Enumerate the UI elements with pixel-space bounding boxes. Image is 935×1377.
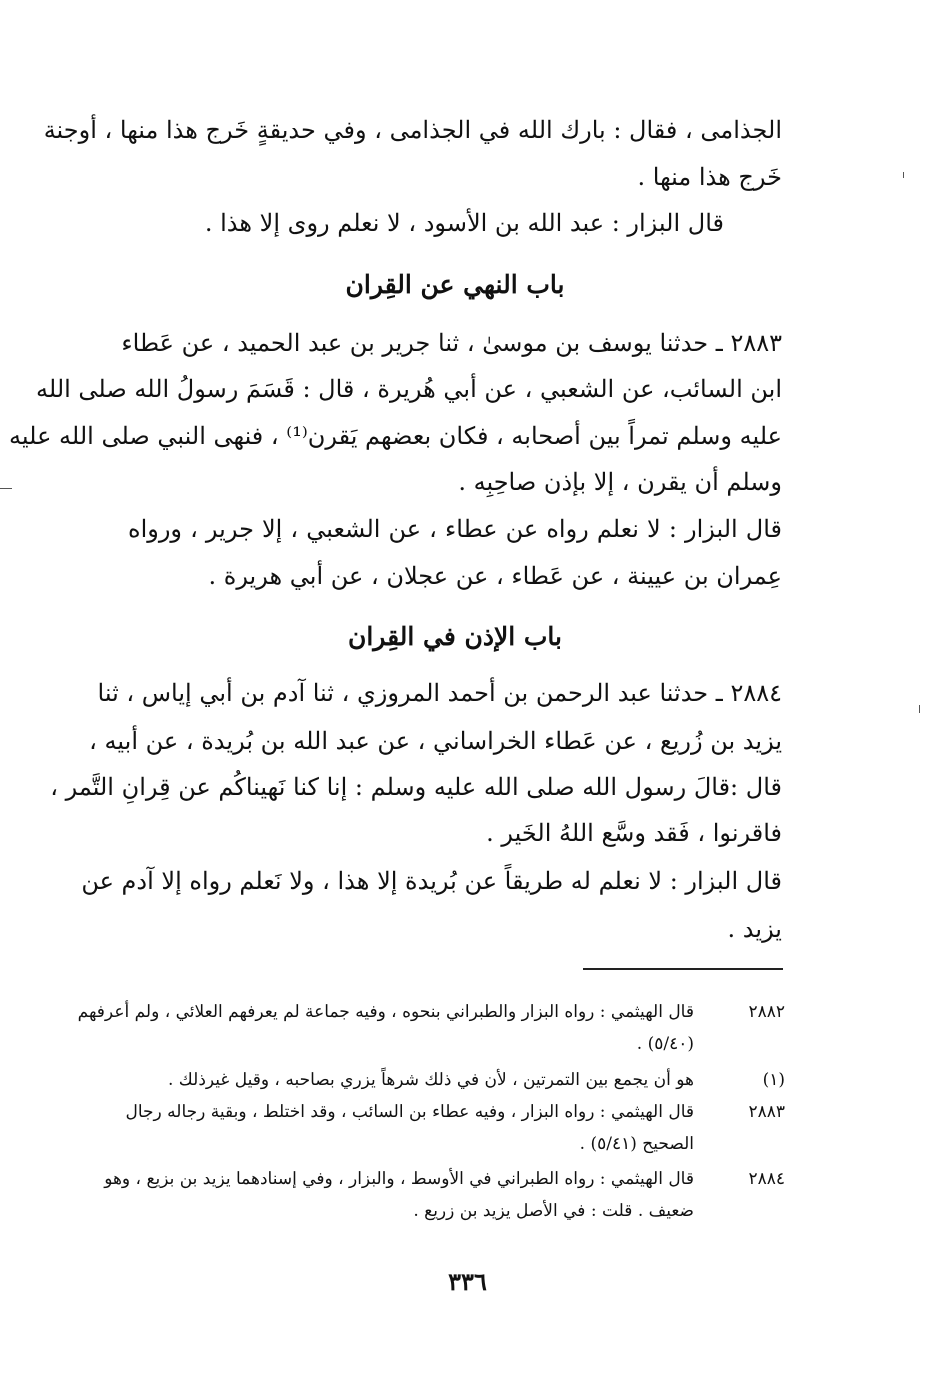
text-line: عِمران بن عيينة ، عن عَطاء ، عن عجلان ، عن أبي هريرة . — [208, 562, 782, 590]
footnote-number: ٢٨٨٤ — [748, 1169, 785, 1189]
text-line: قال :قالَ رسول الله صلى الله عليه وسلم : إنا كنا نَهيناكُم عن قِرانِ التَّمر ، — [50, 773, 782, 801]
footnote-line: قال الهيثمي : رواه الطبراني في الأوسط ، والبزار ، وفي إسنادهما يزيد بن بزيع ، وهو — [104, 1169, 694, 1189]
footnote-number: ٢٨٨٢ — [748, 1002, 785, 1022]
footnote-number: ٢٨٨٣ — [748, 1102, 785, 1122]
footnote-line: الصحيح (٥/٤١) . — [579, 1134, 694, 1154]
scan-mark — [919, 705, 920, 713]
text-line: قال البزار : لا نعلم رواه عن عطاء ، عن الشعبي ، إلا جرير ، ورواه — [128, 515, 782, 543]
scan-mark — [0, 488, 12, 489]
text-line: فاقرنوا ، فَقد وسَّع اللهُ الخَير . — [486, 819, 782, 847]
footnote-line: (٥/٤٠) . — [636, 1034, 694, 1054]
text-line: ابن السائب، عن الشعبي ، عن أبي هُريرة ، قال : قَسَمَ رسولُ الله صلى الله — [36, 375, 782, 403]
text-line: قال البزار : لا نعلم له طريقاً عن بُريدة إلا هذا ، ولا نَعلم رواه إلا آدم عن — [81, 867, 782, 895]
scan-mark — [903, 172, 904, 178]
footnote-line: قال الهيثمي : رواه البزار والطبراني بنحوه ، وفيه جماعة لم يعرفهم العلائي ، ولم أعرفهم — [77, 1002, 694, 1022]
hadith-2884-line: ٢٨٨٤ ـ حدثنا عبد الرحمن بن أحمد المروزي ، ثنا آدم بن أبي إياس ، ثنا — [97, 679, 782, 707]
footnote-line: هو أن يجمع بين التمرتين ، لأن في ذلك شرهاً يزري بصاحبه ، وقيل غيرذلك . — [168, 1070, 694, 1090]
text-line: يزيد . — [727, 915, 782, 943]
footnote-number: (١) — [762, 1070, 785, 1090]
text-line: يزيد بن زُريع ، عن عَطاء الخراساني ، عن عبد الله بن بُريدة ، عن أبيه ، — [89, 727, 782, 755]
text-line: عليه وسلم تمراً بين أصحابه ، فكان بعضهم يَقرن⁽¹⁾ ، فنهى النبي صلى الله عليه — [9, 422, 782, 450]
page-number: ٣٣٦ — [448, 1267, 487, 1296]
text-line: الجذامى ، فقال : بارك الله في الجذامى ، وفي حديقةٍ خَرج هذا منها ، أوجنة — [43, 116, 782, 144]
section-heading: باب الإذن في القِران — [347, 622, 562, 651]
hadith-2883-line: ٢٨٨٣ ـ حدثنا يوسف بن موسىٰ ، ثنا جرير بن عبد الحميد ، عن عَطاء — [121, 329, 782, 357]
text-line: خَرج هذا منها . — [637, 163, 782, 191]
footnote-line: ضعيف . قلت : في الأصل يزيد بن زريع . — [413, 1201, 694, 1221]
footnote-line: قال الهيثمي : رواه البزار ، وفيه عطاء بن السائب ، وقد اختلط ، وبقية رجاله رجال — [125, 1102, 694, 1122]
section-heading: باب النهي عن القِران — [345, 270, 565, 299]
footnote-separator — [583, 968, 783, 970]
text-line: وسلم أن يقرن ، إلا بإذن صاحِبِه . — [458, 468, 782, 496]
text-line: قال البزار : عبد الله بن الأسود ، لا نعلم روى إلا هذا . — [204, 209, 724, 237]
